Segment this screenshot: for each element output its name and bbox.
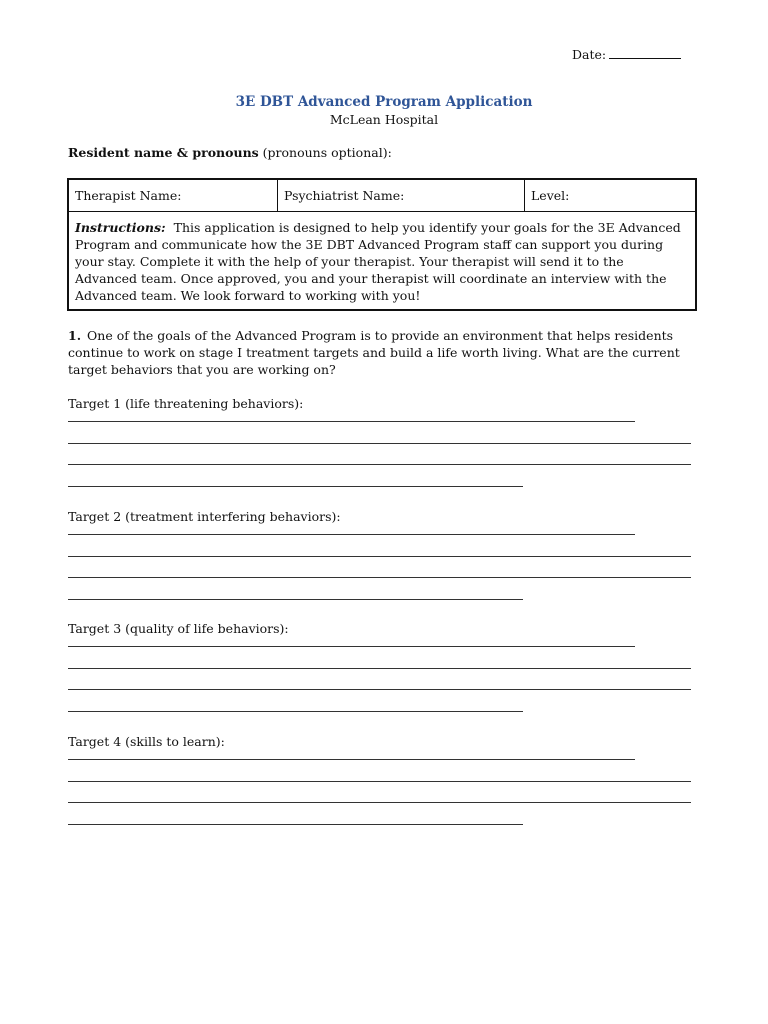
date-label: Date: xyxy=(572,47,607,62)
target-1-section xyxy=(68,395,691,507)
target-1-label: Target 1 (life threatening behaviors): xyxy=(68,396,304,411)
answer-line[interactable] xyxy=(68,464,691,465)
form-subtitle: McLean Hospital xyxy=(329,112,439,127)
answer-line[interactable] xyxy=(68,599,523,600)
target-4-label: Target 4 (skills to learn): xyxy=(68,734,225,749)
instructions-block xyxy=(69,212,695,304)
question-text: One of the goals of the Advanced Program is to provide an environment that helps residents continue to work on stage I treatment targets and build a life worth living. What are the current target behaviors that you are working on? xyxy=(68,328,680,377)
answer-line[interactable] xyxy=(68,781,691,782)
psychiatrist-name-cell[interactable]: Psychiatrist Name: xyxy=(278,180,525,211)
target-3-label: Target 3 (quality of life behaviors): xyxy=(68,621,289,636)
answer-line[interactable] xyxy=(68,689,691,690)
answer-line[interactable] xyxy=(68,556,691,557)
target-3-answer-lines[interactable] xyxy=(68,646,691,712)
resident-label-bold: Resident name & pronouns xyxy=(68,145,259,160)
resident-name-prompt xyxy=(68,145,392,160)
level-cell[interactable]: Level: xyxy=(531,188,570,203)
answer-line[interactable] xyxy=(68,668,691,669)
answer-line[interactable] xyxy=(68,802,691,803)
answer-line[interactable] xyxy=(68,646,635,647)
info-table-header-row xyxy=(69,180,695,212)
answer-line[interactable] xyxy=(68,577,691,578)
answer-line[interactable] xyxy=(68,421,635,422)
therapist-name-cell[interactable]: Therapist Name: xyxy=(69,180,278,211)
target-4-answer-lines[interactable] xyxy=(68,759,691,825)
form-title: 3E DBT Advanced Program Application xyxy=(235,94,533,110)
target-2-label: Target 2 (treatment interfering behaviors): xyxy=(68,509,341,524)
resident-label-rest: (pronouns optional): xyxy=(258,145,392,160)
target-1-answer-lines[interactable] xyxy=(68,421,691,487)
answer-line[interactable] xyxy=(68,711,523,712)
answer-line[interactable] xyxy=(68,443,691,444)
answer-line[interactable] xyxy=(68,486,523,487)
date-blank[interactable] xyxy=(609,47,681,59)
question-number: 1. xyxy=(68,328,82,343)
instructions-text: This application is designed to help you identify your goals for the 3E Advanced Program and communicate how the 3E DBT Advanced Program staff can support you during your stay. Complete it with the help of your therapist. Your therapist will send it to the Advanced team. Once approved, you and your therapist will coordinate an interview with the Advanced team. We look forward to working with you! xyxy=(75,220,681,303)
target-2-section xyxy=(68,508,691,620)
info-table xyxy=(67,178,697,311)
answer-line[interactable] xyxy=(68,534,635,535)
instructions-label: Instructions: xyxy=(75,220,166,235)
target-4-section xyxy=(68,733,691,845)
answer-line[interactable] xyxy=(68,759,635,760)
date-field xyxy=(572,47,681,62)
target-2-answer-lines[interactable] xyxy=(68,534,691,600)
answer-line[interactable] xyxy=(68,824,523,825)
question-1 xyxy=(68,327,696,378)
target-3-section xyxy=(68,620,691,732)
